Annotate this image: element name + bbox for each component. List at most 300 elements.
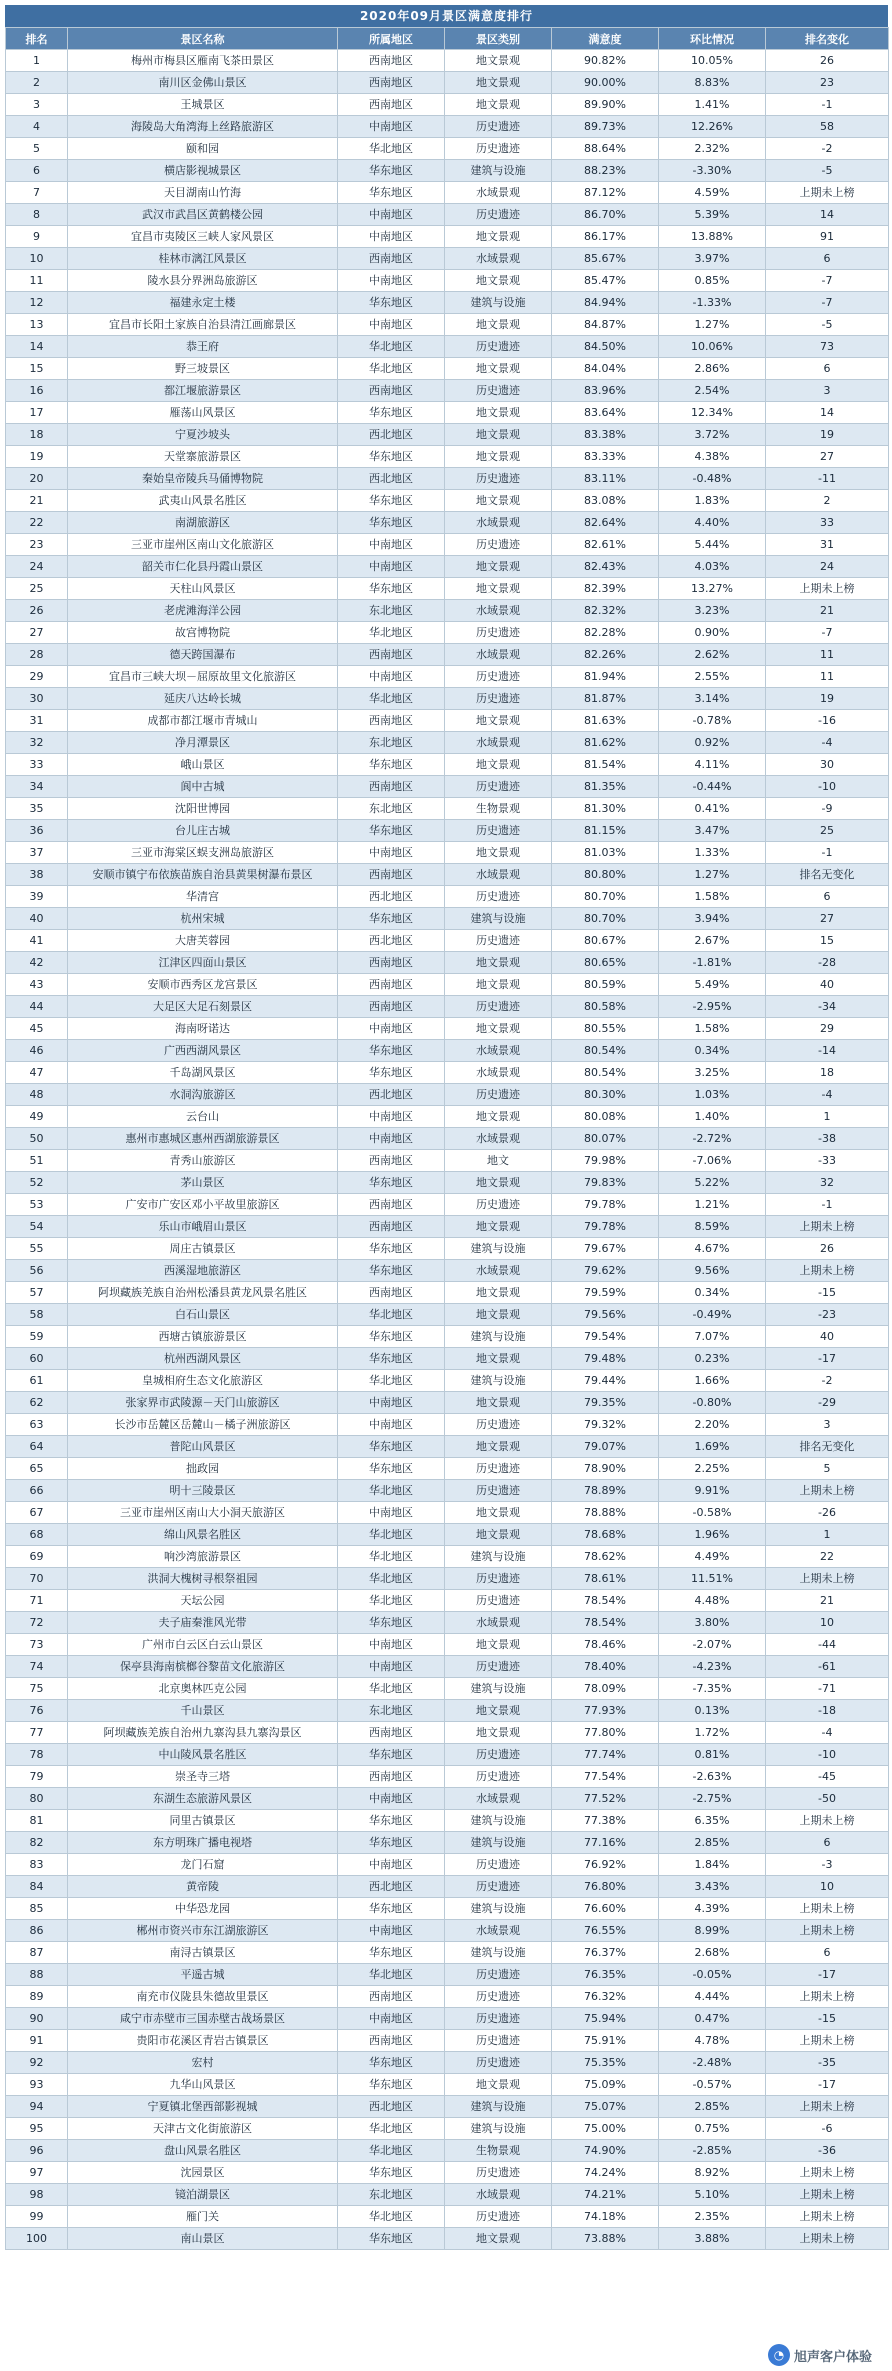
rank-cell: 95 <box>6 2118 68 2140</box>
table-row <box>6 1678 889 1700</box>
category-cell: 建筑与设施 <box>445 1942 552 1964</box>
region-cell: 华北地区 <box>338 1590 445 1612</box>
category-cell: 历史遗迹 <box>445 688 552 710</box>
table-row <box>6 776 889 798</box>
region-cell: 华东地区 <box>338 402 445 424</box>
rank-change-cell: 40 <box>766 974 889 996</box>
scenic-name-cell: 雁荡山风景区 <box>68 402 338 424</box>
table-row <box>6 1480 889 1502</box>
rank-cell: 7 <box>6 182 68 204</box>
category-cell: 地文景观 <box>445 1282 552 1304</box>
satisfaction-cell: 80.67% <box>552 930 659 952</box>
rank-cell: 9 <box>6 226 68 248</box>
scenic-name-cell: 保亭县海南槟榔谷黎苗文化旅游区 <box>68 1656 338 1678</box>
rank-change-cell: -50 <box>766 1788 889 1810</box>
mom-change-cell: 3.47% <box>659 820 766 842</box>
rank-change-cell: -2 <box>766 1370 889 1392</box>
table-row <box>6 1744 889 1766</box>
scenic-name-cell: 梅州市梅县区雁南飞茶田景区 <box>68 50 338 72</box>
satisfaction-cell: 78.88% <box>552 1502 659 1524</box>
satisfaction-cell: 79.32% <box>552 1414 659 1436</box>
rank-cell: 31 <box>6 710 68 732</box>
scenic-name-cell: 青秀山旅游区 <box>68 1150 338 1172</box>
rank-cell: 91 <box>6 2030 68 2052</box>
satisfaction-cell: 88.23% <box>552 160 659 182</box>
rank-change-cell: 27 <box>766 908 889 930</box>
category-cell: 水域景观 <box>445 1040 552 1062</box>
table-row <box>6 1920 889 1942</box>
scenic-name-cell: 三亚市海棠区蜈支洲岛旅游区 <box>68 842 338 864</box>
region-cell: 华东地区 <box>338 1942 445 1964</box>
mom-change-cell: -0.05% <box>659 1964 766 1986</box>
rank-change-cell: -28 <box>766 952 889 974</box>
region-cell: 华北地区 <box>338 1304 445 1326</box>
rank-change-cell: 10 <box>766 1876 889 1898</box>
scenic-name-cell: 拙政园 <box>68 1458 338 1480</box>
table-row <box>6 1128 889 1150</box>
rank-change-cell: 上期未上榜 <box>766 1986 889 2008</box>
region-cell: 华东地区 <box>338 754 445 776</box>
table-row <box>6 2030 889 2052</box>
mom-change-cell: 1.58% <box>659 1018 766 1040</box>
ranking-sheet <box>5 5 888 2250</box>
region-cell: 华东地区 <box>338 1458 445 1480</box>
table-row <box>6 1700 889 1722</box>
scenic-name-cell: 老虎滩海洋公园 <box>68 600 338 622</box>
category-cell: 水域景观 <box>445 1920 552 1942</box>
satisfaction-cell: 80.55% <box>552 1018 659 1040</box>
rank-cell: 72 <box>6 1612 68 1634</box>
rank-cell: 18 <box>6 424 68 446</box>
region-cell: 华东地区 <box>338 2052 445 2074</box>
rank-change-cell: -14 <box>766 1040 889 1062</box>
category-cell: 历史遗迹 <box>445 380 552 402</box>
mom-change-cell: 2.55% <box>659 666 766 688</box>
table-row <box>6 446 889 468</box>
region-cell: 华北地区 <box>338 1546 445 1568</box>
rank-cell: 66 <box>6 1480 68 1502</box>
rank-cell: 98 <box>6 2184 68 2206</box>
region-cell: 西北地区 <box>338 1084 445 1106</box>
mom-change-cell: 13.27% <box>659 578 766 600</box>
ranking-table <box>5 27 889 2250</box>
table-row <box>6 820 889 842</box>
rank-cell: 5 <box>6 138 68 160</box>
table-row <box>6 556 889 578</box>
scenic-name-cell: 广州市白云区白云山景区 <box>68 1634 338 1656</box>
category-cell: 历史遗迹 <box>445 1656 552 1678</box>
scenic-name-cell: 王城景区 <box>68 94 338 116</box>
region-cell: 西南地区 <box>338 644 445 666</box>
rank-change-cell: 上期未上榜 <box>766 2162 889 2184</box>
rank-cell: 65 <box>6 1458 68 1480</box>
category-cell: 生物景观 <box>445 2140 552 2162</box>
scenic-name-cell: 沈阳世博园 <box>68 798 338 820</box>
scenic-name-cell: 白石山景区 <box>68 1304 338 1326</box>
rank-cell: 97 <box>6 2162 68 2184</box>
rank-cell: 43 <box>6 974 68 996</box>
mom-change-cell: 3.14% <box>659 688 766 710</box>
table-row <box>6 182 889 204</box>
table-row <box>6 688 889 710</box>
mom-change-cell: 4.44% <box>659 1986 766 2008</box>
scenic-name-cell: 净月潭景区 <box>68 732 338 754</box>
category-cell: 历史遗迹 <box>445 1084 552 1106</box>
mom-change-cell: -0.44% <box>659 776 766 798</box>
mom-change-cell: 2.35% <box>659 2206 766 2228</box>
category-cell: 历史遗迹 <box>445 886 552 908</box>
rank-cell: 1 <box>6 50 68 72</box>
table-row <box>6 974 889 996</box>
table-row <box>6 1612 889 1634</box>
table-row <box>6 622 889 644</box>
table-row <box>6 2052 889 2074</box>
satisfaction-cell: 79.78% <box>552 1194 659 1216</box>
satisfaction-cell: 78.62% <box>552 1546 659 1568</box>
mom-change-cell: -0.48% <box>659 468 766 490</box>
region-cell: 西南地区 <box>338 864 445 886</box>
mom-change-cell: 1.72% <box>659 1722 766 1744</box>
mom-change-cell: 3.94% <box>659 908 766 930</box>
region-cell: 华东地区 <box>338 182 445 204</box>
rank-change-cell: 21 <box>766 600 889 622</box>
category-cell: 历史遗迹 <box>445 138 552 160</box>
scenic-name-cell: 都江堰旅游景区 <box>68 380 338 402</box>
category-cell: 建筑与设施 <box>445 1898 552 1920</box>
satisfaction-cell: 80.30% <box>552 1084 659 1106</box>
rank-change-cell: -18 <box>766 1700 889 1722</box>
rank-change-cell: 19 <box>766 424 889 446</box>
satisfaction-cell: 77.93% <box>552 1700 659 1722</box>
rank-cell: 71 <box>6 1590 68 1612</box>
scenic-name-cell: 江津区四面山景区 <box>68 952 338 974</box>
rank-change-cell: 26 <box>766 50 889 72</box>
mom-change-cell: 1.21% <box>659 1194 766 1216</box>
rank-change-cell: 6 <box>766 358 889 380</box>
region-cell: 西南地区 <box>338 974 445 996</box>
satisfaction-cell: 83.64% <box>552 402 659 424</box>
region-cell: 西北地区 <box>338 930 445 952</box>
rank-change-cell: -5 <box>766 314 889 336</box>
mom-change-cell: 8.99% <box>659 1920 766 1942</box>
region-cell: 华东地区 <box>338 1062 445 1084</box>
category-cell: 地文景观 <box>445 94 552 116</box>
category-cell: 建筑与设施 <box>445 2096 552 2118</box>
scenic-name-cell: 宜昌市三峡大坝－屈原故里文化旅游区 <box>68 666 338 688</box>
region-cell: 西北地区 <box>338 2096 445 2118</box>
mom-change-cell: 2.62% <box>659 644 766 666</box>
rank-cell: 21 <box>6 490 68 512</box>
category-cell: 历史遗迹 <box>445 930 552 952</box>
region-cell: 华东地区 <box>338 1040 445 1062</box>
scenic-name-cell: 三亚市崖州区南山文化旅游区 <box>68 534 338 556</box>
table-row <box>6 1590 889 1612</box>
region-cell: 中南地区 <box>338 1788 445 1810</box>
rank-change-cell: 11 <box>766 666 889 688</box>
mom-change-cell: 11.51% <box>659 1568 766 1590</box>
scenic-name-cell: 黄帝陵 <box>68 1876 338 1898</box>
table-row <box>6 644 889 666</box>
scenic-name-cell: 南浔古镇景区 <box>68 1942 338 1964</box>
category-cell: 地文景观 <box>445 754 552 776</box>
scenic-name-cell: 张家界市武陵源－天门山旅游区 <box>68 1392 338 1414</box>
category-cell: 历史遗迹 <box>445 1964 552 1986</box>
category-cell: 建筑与设施 <box>445 2118 552 2140</box>
rank-change-cell: 上期未上榜 <box>766 1216 889 1238</box>
mom-change-cell: 4.78% <box>659 2030 766 2052</box>
table-row <box>6 2206 889 2228</box>
mom-change-cell: 10.05% <box>659 50 766 72</box>
table-row <box>6 534 889 556</box>
table-row <box>6 1172 889 1194</box>
rank-change-cell: -1 <box>766 842 889 864</box>
rank-change-cell: 上期未上榜 <box>766 1898 889 1920</box>
mom-change-cell: -3.30% <box>659 160 766 182</box>
rank-change-cell: 上期未上榜 <box>766 2184 889 2206</box>
rank-change-cell: -61 <box>766 1656 889 1678</box>
region-cell: 中南地区 <box>338 314 445 336</box>
region-cell: 东北地区 <box>338 600 445 622</box>
rank-cell: 26 <box>6 600 68 622</box>
category-cell: 地文景观 <box>445 578 552 600</box>
category-cell: 地文景观 <box>445 710 552 732</box>
region-cell: 中南地区 <box>338 556 445 578</box>
rank-cell: 12 <box>6 292 68 314</box>
scenic-name-cell: 安顺市西秀区龙宫景区 <box>68 974 338 996</box>
rank-change-cell: -1 <box>766 1194 889 1216</box>
category-cell: 历史遗迹 <box>445 336 552 358</box>
rank-cell: 41 <box>6 930 68 952</box>
mom-change-cell: 4.49% <box>659 1546 766 1568</box>
scenic-name-cell: 茅山景区 <box>68 1172 338 1194</box>
satisfaction-cell: 82.28% <box>552 622 659 644</box>
table-row <box>6 2184 889 2206</box>
table-row <box>6 314 889 336</box>
mom-change-cell: 3.25% <box>659 1062 766 1084</box>
rank-cell: 39 <box>6 886 68 908</box>
region-cell: 中南地区 <box>338 1854 445 1876</box>
scenic-name-cell: 延庆八达岭长城 <box>68 688 338 710</box>
rank-cell: 38 <box>6 864 68 886</box>
satisfaction-cell: 79.83% <box>552 1172 659 1194</box>
category-cell: 地文景观 <box>445 402 552 424</box>
region-cell: 华东地区 <box>338 1238 445 1260</box>
rank-cell: 96 <box>6 2140 68 2162</box>
rank-cell: 82 <box>6 1832 68 1854</box>
rank-change-cell: 上期未上榜 <box>766 1920 889 1942</box>
rank-cell: 53 <box>6 1194 68 1216</box>
mom-change-cell: 0.75% <box>659 2118 766 2140</box>
table-row <box>6 1810 889 1832</box>
category-cell: 水域景观 <box>445 864 552 886</box>
table-row <box>6 710 889 732</box>
scenic-name-cell: 皇城相府生态文化旅游区 <box>68 1370 338 1392</box>
satisfaction-cell: 79.48% <box>552 1348 659 1370</box>
scenic-name-cell: 杭州宋城 <box>68 908 338 930</box>
rank-cell: 3 <box>6 94 68 116</box>
scenic-name-cell: 宁夏镇北堡西部影视城 <box>68 2096 338 2118</box>
mom-change-cell: 2.20% <box>659 1414 766 1436</box>
category-cell: 历史遗迹 <box>445 1854 552 1876</box>
scenic-name-cell: 长沙市岳麓区岳麓山－橘子洲旅游区 <box>68 1414 338 1436</box>
rank-cell: 73 <box>6 1634 68 1656</box>
table-row <box>6 490 889 512</box>
scenic-name-cell: 北京奥林匹克公园 <box>68 1678 338 1700</box>
scenic-name-cell: 响沙湾旅游景区 <box>68 1546 338 1568</box>
scenic-name-cell: 桂林市漓江风景区 <box>68 248 338 270</box>
mom-change-cell: 4.48% <box>659 1590 766 1612</box>
category-cell: 历史遗迹 <box>445 204 552 226</box>
table-row <box>6 226 889 248</box>
table-row <box>6 2228 889 2250</box>
mom-change-cell: 1.27% <box>659 314 766 336</box>
table-row <box>6 358 889 380</box>
category-cell: 历史遗迹 <box>445 2008 552 2030</box>
category-cell: 地文景观 <box>445 1722 552 1744</box>
rank-cell: 67 <box>6 1502 68 1524</box>
satisfaction-cell: 79.62% <box>552 1260 659 1282</box>
rank-change-cell: 15 <box>766 930 889 952</box>
category-cell: 历史遗迹 <box>445 1194 552 1216</box>
rank-change-cell: 14 <box>766 402 889 424</box>
table-row <box>6 336 889 358</box>
rank-cell: 70 <box>6 1568 68 1590</box>
satisfaction-cell: 76.37% <box>552 1942 659 1964</box>
scenic-name-cell: 广安市广安区邓小平故里旅游区 <box>68 1194 338 1216</box>
scenic-name-cell: 千岛湖风景区 <box>68 1062 338 1084</box>
satisfaction-cell: 79.56% <box>552 1304 659 1326</box>
satisfaction-cell: 82.61% <box>552 534 659 556</box>
satisfaction-cell: 76.55% <box>552 1920 659 1942</box>
mom-change-cell: 0.34% <box>659 1282 766 1304</box>
scenic-name-cell: 宁夏沙坡头 <box>68 424 338 446</box>
rank-cell: 10 <box>6 248 68 270</box>
mom-change-cell: 2.68% <box>659 1942 766 1964</box>
rank-change-cell: -17 <box>766 1964 889 1986</box>
satisfaction-cell: 78.54% <box>552 1612 659 1634</box>
category-cell: 历史遗迹 <box>445 820 552 842</box>
region-cell: 华东地区 <box>338 160 445 182</box>
rank-cell: 37 <box>6 842 68 864</box>
scenic-name-cell: 陵水县分界洲岛旅游区 <box>68 270 338 292</box>
region-cell: 华北地区 <box>338 1480 445 1502</box>
scenic-name-cell: 大足区大足石刻景区 <box>68 996 338 1018</box>
region-cell: 华北地区 <box>338 138 445 160</box>
table-row <box>6 2074 889 2096</box>
category-cell: 地文景观 <box>445 2074 552 2096</box>
region-cell: 华东地区 <box>338 578 445 600</box>
mom-change-cell: 6.35% <box>659 1810 766 1832</box>
satisfaction-cell: 79.98% <box>552 1150 659 1172</box>
rank-change-cell: -6 <box>766 2118 889 2140</box>
satisfaction-cell: 81.54% <box>552 754 659 776</box>
category-cell: 地文景观 <box>445 1304 552 1326</box>
scenic-name-cell: 天柱山风景区 <box>68 578 338 600</box>
satisfaction-cell: 81.03% <box>552 842 659 864</box>
table-row <box>6 402 889 424</box>
rank-change-cell: 上期未上榜 <box>766 2096 889 2118</box>
region-cell: 中南地区 <box>338 1106 445 1128</box>
category-cell: 水域景观 <box>445 732 552 754</box>
rank-cell: 49 <box>6 1106 68 1128</box>
rank-cell: 77 <box>6 1722 68 1744</box>
category-cell: 地文 <box>445 1150 552 1172</box>
table-row <box>6 1986 889 2008</box>
scenic-name-cell: 阿坝藏族羌族自治州松潘县黄龙风景名胜区 <box>68 1282 338 1304</box>
scenic-name-cell: 三亚市崖州区南山大小洞天旅游区 <box>68 1502 338 1524</box>
rank-cell: 40 <box>6 908 68 930</box>
rank-change-cell: 上期未上榜 <box>766 1260 889 1282</box>
mom-change-cell: 2.25% <box>659 1458 766 1480</box>
mom-change-cell: -2.48% <box>659 2052 766 2074</box>
category-cell: 地文景观 <box>445 72 552 94</box>
rank-change-cell: -4 <box>766 732 889 754</box>
category-cell: 历史遗迹 <box>445 2162 552 2184</box>
rank-cell: 85 <box>6 1898 68 1920</box>
category-cell: 历史遗迹 <box>445 1480 552 1502</box>
scenic-name-cell: 夫子庙秦淮风光带 <box>68 1612 338 1634</box>
satisfaction-cell: 81.30% <box>552 798 659 820</box>
region-cell: 西北地区 <box>338 468 445 490</box>
region-cell: 华东地区 <box>338 292 445 314</box>
table-row <box>6 50 889 72</box>
mom-change-cell: -7.06% <box>659 1150 766 1172</box>
satisfaction-cell: 80.59% <box>552 974 659 996</box>
table-row <box>6 1546 889 1568</box>
mom-change-cell: -2.85% <box>659 2140 766 2162</box>
rank-cell: 19 <box>6 446 68 468</box>
header-category: 景区类别 <box>445 28 552 50</box>
scenic-name-cell: 天坛公园 <box>68 1590 338 1612</box>
category-cell: 建筑与设施 <box>445 160 552 182</box>
scenic-name-cell: 德天跨国瀑布 <box>68 644 338 666</box>
region-cell: 西南地区 <box>338 1722 445 1744</box>
header-row <box>6 28 889 50</box>
mom-change-cell: -2.63% <box>659 1766 766 1788</box>
table-row <box>6 1370 889 1392</box>
rank-cell: 87 <box>6 1942 68 1964</box>
rank-cell: 50 <box>6 1128 68 1150</box>
mom-change-cell: 1.40% <box>659 1106 766 1128</box>
satisfaction-cell: 80.65% <box>552 952 659 974</box>
category-cell: 建筑与设施 <box>445 1810 552 1832</box>
rank-cell: 4 <box>6 116 68 138</box>
category-cell: 地文景观 <box>445 1018 552 1040</box>
rank-cell: 29 <box>6 666 68 688</box>
rank-change-cell: 32 <box>766 1172 889 1194</box>
satisfaction-cell: 76.80% <box>552 1876 659 1898</box>
region-cell: 华北地区 <box>338 358 445 380</box>
region-cell: 西南地区 <box>338 776 445 798</box>
watermark <box>764 2341 876 2369</box>
region-cell: 中南地区 <box>338 842 445 864</box>
rank-cell: 92 <box>6 2052 68 2074</box>
rank-change-cell: 6 <box>766 886 889 908</box>
mom-change-cell: 0.13% <box>659 1700 766 1722</box>
region-cell: 西南地区 <box>338 1282 445 1304</box>
scenic-name-cell: 颐和园 <box>68 138 338 160</box>
region-cell: 中南地区 <box>338 1128 445 1150</box>
region-cell: 东北地区 <box>338 2184 445 2206</box>
table-row <box>6 1436 889 1458</box>
mom-change-cell: 5.22% <box>659 1172 766 1194</box>
rank-cell: 63 <box>6 1414 68 1436</box>
scenic-name-cell: 宜昌市夷陵区三峡人家风景区 <box>68 226 338 248</box>
rank-cell: 44 <box>6 996 68 1018</box>
category-cell: 建筑与设施 <box>445 1546 552 1568</box>
rank-change-cell: -2 <box>766 138 889 160</box>
rank-change-cell: 73 <box>766 336 889 358</box>
